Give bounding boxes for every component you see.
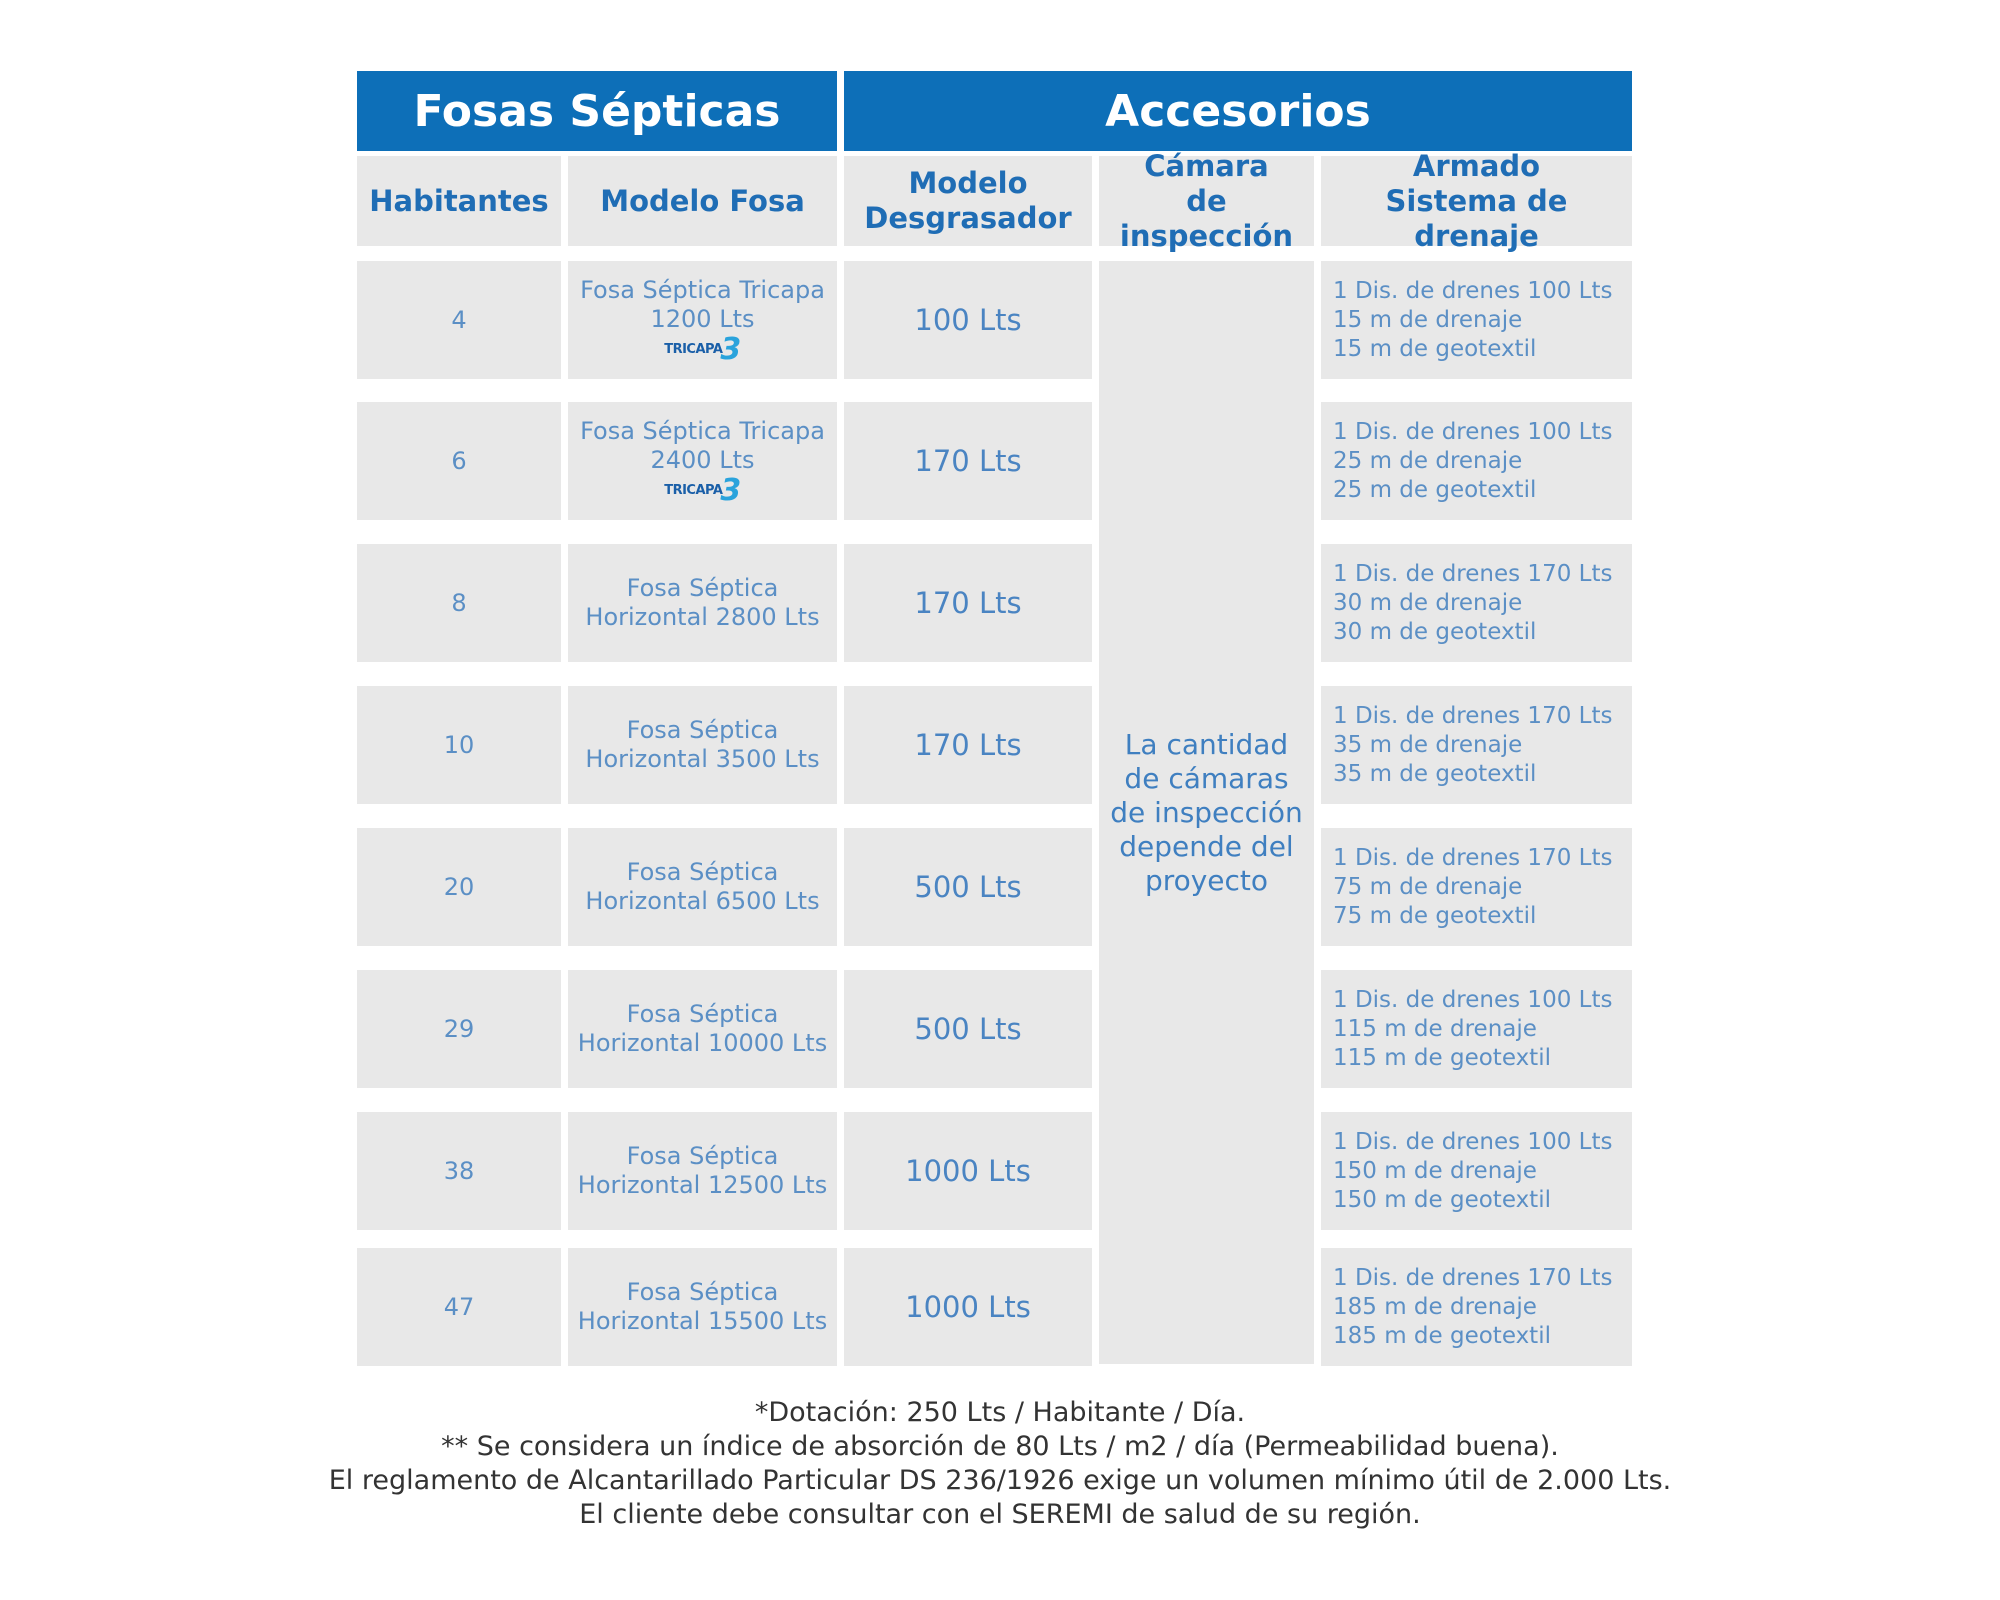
armado-line: 1 Dis. de drenes 170 Lts bbox=[1333, 844, 1613, 871]
cell-habitantes: 38 bbox=[357, 1112, 561, 1230]
header-modelo-desgrasador bbox=[844, 156, 1092, 246]
fosa-line: Fosa Séptica bbox=[626, 1278, 779, 1306]
cell-habitantes: 8 bbox=[357, 544, 561, 662]
header-habitantes: Habitantes bbox=[357, 156, 561, 246]
armado-line: 150 m de drenaje bbox=[1333, 1157, 1537, 1184]
cell-modelo-fosa bbox=[568, 686, 837, 804]
fosa-line: Fosa Séptica bbox=[626, 1142, 779, 1170]
fosa-line: 2400 Lts bbox=[650, 446, 755, 474]
cell-armado-drenaje bbox=[1321, 686, 1632, 804]
armado-line: 15 m de geotextil bbox=[1333, 335, 1537, 362]
fosa-line: Horizontal 15500 Lts bbox=[577, 1307, 828, 1335]
cell-modelo-desgrasador: 170 Lts bbox=[844, 544, 1092, 662]
armado-lines bbox=[1333, 702, 1612, 789]
armado-line: 15 m de drenaje bbox=[1333, 306, 1523, 333]
cell-modelo-desgrasador: 500 Lts bbox=[844, 828, 1092, 946]
cell-modelo-fosa bbox=[568, 970, 837, 1088]
fosa-line: Horizontal 10000 Lts bbox=[577, 1029, 828, 1057]
armado-line: 1 Dis. de drenes 100 Lts bbox=[1333, 1128, 1613, 1155]
cell-modelo-desgrasador: 500 Lts bbox=[844, 970, 1092, 1088]
cell-armado-drenaje bbox=[1321, 402, 1632, 520]
cell-modelo-fosa bbox=[568, 402, 837, 520]
cell-armado-drenaje bbox=[1321, 828, 1632, 946]
cell-modelo-desgrasador: 100 Lts bbox=[844, 261, 1092, 379]
header-line: Sistema de drenaje bbox=[1385, 183, 1568, 253]
armado-lines bbox=[1333, 560, 1612, 647]
fosa-line: Fosa Séptica bbox=[626, 858, 779, 886]
armado-line: 185 m de drenaje bbox=[1333, 1293, 1537, 1320]
tricapa-logo-icon bbox=[664, 472, 741, 508]
armado-line: 35 m de geotextil bbox=[1333, 760, 1537, 787]
armado-line: 25 m de drenaje bbox=[1333, 447, 1523, 474]
cell-habitantes: 4 bbox=[357, 261, 561, 379]
fosa-line: Fosa Séptica Tricapa bbox=[580, 417, 825, 445]
armado-line: 1 Dis. de drenes 170 Lts bbox=[1333, 702, 1613, 729]
fosa-line: Horizontal 12500 Lts bbox=[577, 1171, 828, 1199]
header-camara-inspeccion bbox=[1099, 148, 1314, 253]
footnote: El cliente debe consultar con el SEREMI de salud de su región. bbox=[579, 1499, 1421, 1530]
fosa-line: 1200 Lts bbox=[650, 305, 755, 333]
cell-armado-drenaje bbox=[1321, 544, 1632, 662]
cell-modelo-fosa bbox=[568, 1112, 837, 1230]
cell-armado-drenaje bbox=[1321, 1248, 1632, 1366]
armado-line: 150 m de geotextil bbox=[1333, 1186, 1551, 1213]
armado-line: 1 Dis. de drenes 100 Lts bbox=[1333, 418, 1613, 445]
header-line: Cámara bbox=[1144, 148, 1269, 183]
armado-lines bbox=[1333, 418, 1612, 505]
footnote: El reglamento de Alcantarillado Particular DS 236/1926 exige un volumen mínimo útil de 2.000 Lts. bbox=[328, 1465, 1672, 1496]
tricapa-logo-text: TRICAPA bbox=[664, 483, 723, 498]
armado-line: 185 m de geotextil bbox=[1333, 1322, 1551, 1349]
armado-line: 35 m de drenaje bbox=[1333, 731, 1523, 758]
armado-line: 1 Dis. de drenes 100 Lts bbox=[1333, 277, 1613, 304]
cell-modelo-desgrasador: 170 Lts bbox=[844, 686, 1092, 804]
armado-lines bbox=[1333, 986, 1612, 1073]
armado-line: 25 m de geotextil bbox=[1333, 476, 1537, 503]
tricapa-logo-number: 3 bbox=[720, 331, 741, 367]
header-line: Desgrasador bbox=[864, 201, 1072, 235]
accesorios-title: Accesorios bbox=[844, 71, 1632, 151]
armado-line: 1 Dis. de drenes 100 Lts bbox=[1333, 986, 1613, 1013]
header-line: Armado bbox=[1412, 148, 1541, 183]
tricapa-logo-text: TRICAPA bbox=[664, 342, 723, 357]
armado-line: 75 m de drenaje bbox=[1333, 873, 1523, 900]
fosa-line: Fosa Séptica bbox=[626, 716, 779, 744]
armado-line: 30 m de geotextil bbox=[1333, 618, 1537, 645]
armado-lines bbox=[1333, 1264, 1612, 1351]
cell-habitantes: 6 bbox=[357, 402, 561, 520]
cell-modelo-desgrasador: 1000 Lts bbox=[844, 1248, 1092, 1366]
cell-armado-drenaje bbox=[1321, 261, 1632, 379]
tricapa-logo-number: 3 bbox=[720, 472, 741, 508]
cell-modelo-fosa bbox=[568, 544, 837, 662]
armado-line: 115 m de geotextil bbox=[1333, 1044, 1551, 1071]
header-line: de inspección bbox=[1119, 183, 1294, 253]
armado-line: 115 m de drenaje bbox=[1333, 1015, 1537, 1042]
fosa-line: Horizontal 3500 Lts bbox=[585, 745, 820, 773]
armado-line: 30 m de drenaje bbox=[1333, 589, 1523, 616]
cell-modelo-fosa bbox=[568, 1248, 837, 1366]
cell-modelo-desgrasador: 1000 Lts bbox=[844, 1112, 1092, 1230]
cell-armado-drenaje bbox=[1321, 1112, 1632, 1230]
footnote: *Dotación: 250 Lts / Habitante / Día. bbox=[754, 1397, 1246, 1428]
footnotes bbox=[0, 1396, 2000, 1532]
fosas-septicas-title: Fosas Sépticas bbox=[357, 71, 837, 151]
fosa-line: Fosa Séptica bbox=[626, 574, 779, 602]
fosa-line: Fosa Séptica Tricapa bbox=[580, 276, 825, 304]
cell-habitantes: 47 bbox=[357, 1248, 561, 1366]
cell-modelo-fosa bbox=[568, 261, 837, 379]
cell-armado-drenaje bbox=[1321, 970, 1632, 1088]
fosa-line: Horizontal 2800 Lts bbox=[585, 603, 820, 631]
cell-habitantes: 29 bbox=[357, 970, 561, 1088]
header-line: Modelo bbox=[908, 166, 1028, 200]
header-armado-drenaje bbox=[1321, 148, 1632, 253]
cell-habitantes: 10 bbox=[357, 686, 561, 804]
cell-modelo-fosa bbox=[568, 828, 837, 946]
armado-lines bbox=[1333, 844, 1612, 931]
fosa-line: Fosa Séptica bbox=[626, 1000, 779, 1028]
armado-line: 1 Dis. de drenes 170 Lts bbox=[1333, 1264, 1613, 1291]
armado-line: 75 m de geotextil bbox=[1333, 902, 1537, 929]
fosa-line: Horizontal 6500 Lts bbox=[585, 887, 820, 915]
footnote: ** Se considera un índice de absorción de 80 Lts / m2 / día (Permeabilidad buena). bbox=[441, 1431, 1559, 1462]
header-modelo-fosa: Modelo Fosa bbox=[568, 156, 837, 246]
camara-note: La cantidad de cámaras de inspección depende del proyecto bbox=[1110, 727, 1303, 897]
camara-note-cell bbox=[1099, 261, 1314, 1364]
tricapa-logo-icon bbox=[664, 331, 741, 367]
armado-lines bbox=[1333, 1128, 1612, 1215]
armado-line: 1 Dis. de drenes 170 Lts bbox=[1333, 560, 1613, 587]
cell-habitantes: 20 bbox=[357, 828, 561, 946]
armado-lines bbox=[1333, 277, 1612, 364]
cell-modelo-desgrasador: 170 Lts bbox=[844, 402, 1092, 520]
